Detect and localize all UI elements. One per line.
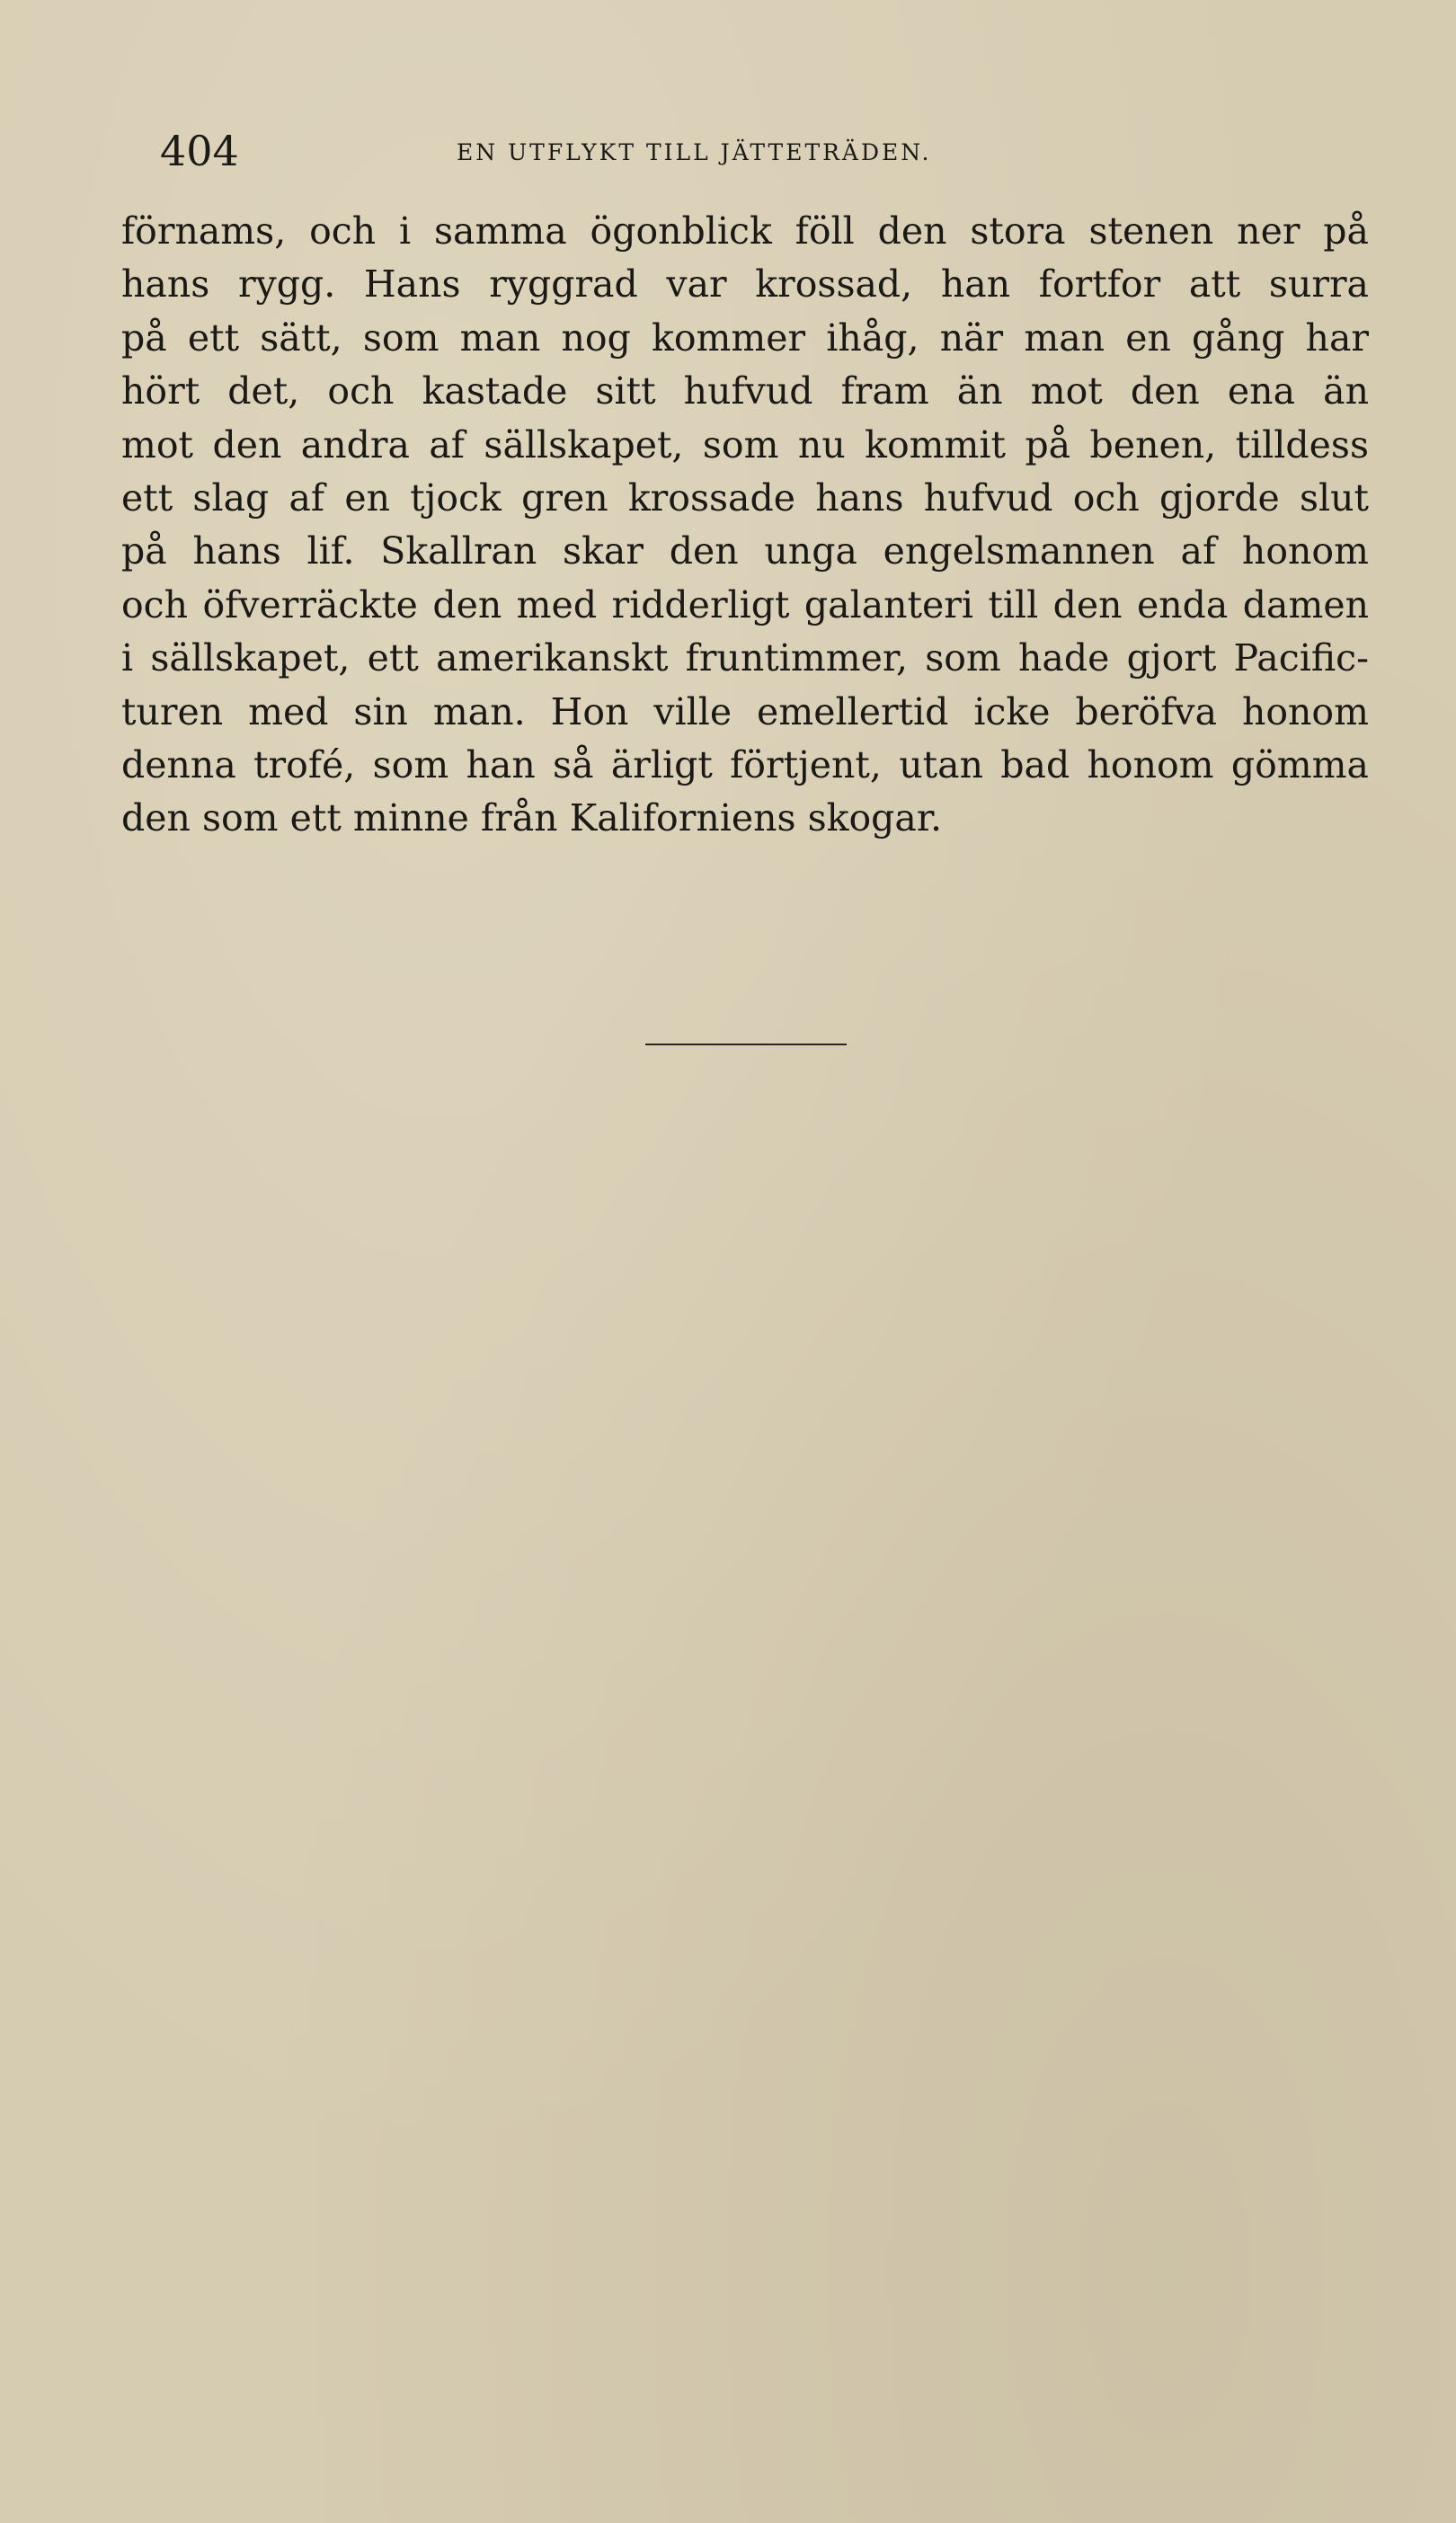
text-line: på hans lif. Skallran skar den unga engelsmannen af honom: [121, 529, 1369, 573]
text-line: turen med sin man. Hon ville emellertid icke beröfva honom: [121, 689, 1369, 733]
running-head: [160, 124, 1364, 178]
text-line: hans rygg. Hans ryggrad var krossad, han fortfor att surra: [121, 262, 1369, 306]
text-line: hört det, och kastade sitt hufvud fram än mot den ena än: [121, 369, 1369, 413]
text-line: och öfverräckte den med ridderligt galanteri till den enda damen: [121, 582, 1369, 626]
text-line: denna trofé, som han så ärligt förtjent, utan bad honom gömma: [121, 742, 1369, 786]
text-line: förnams, och i samma ögonblick föll den stora stenen ner på: [121, 209, 1369, 253]
text-line-last: den som ett minne från Kaliforniens skogar.: [121, 796, 942, 840]
body-paragraph: [121, 205, 1369, 846]
running-title: EN UTFLYKT TILL JÄTTETRÄDEN.: [457, 139, 932, 165]
section-divider: [645, 1044, 847, 1045]
page-number: 404: [160, 127, 239, 175]
text-line: i sällskapet, ett amerikanskt fruntimmer, som hade gjort Pacific-: [121, 636, 1369, 680]
text-line: på ett sätt, som man nog kommer ihåg, när man en gång har: [121, 315, 1369, 360]
text-line: ett slag af en tjock gren krossade hans hufvud och gjorde slut: [121, 475, 1369, 520]
text-line: mot den andra af sällskapet, som nu kommit på benen, tilldess: [121, 422, 1369, 466]
